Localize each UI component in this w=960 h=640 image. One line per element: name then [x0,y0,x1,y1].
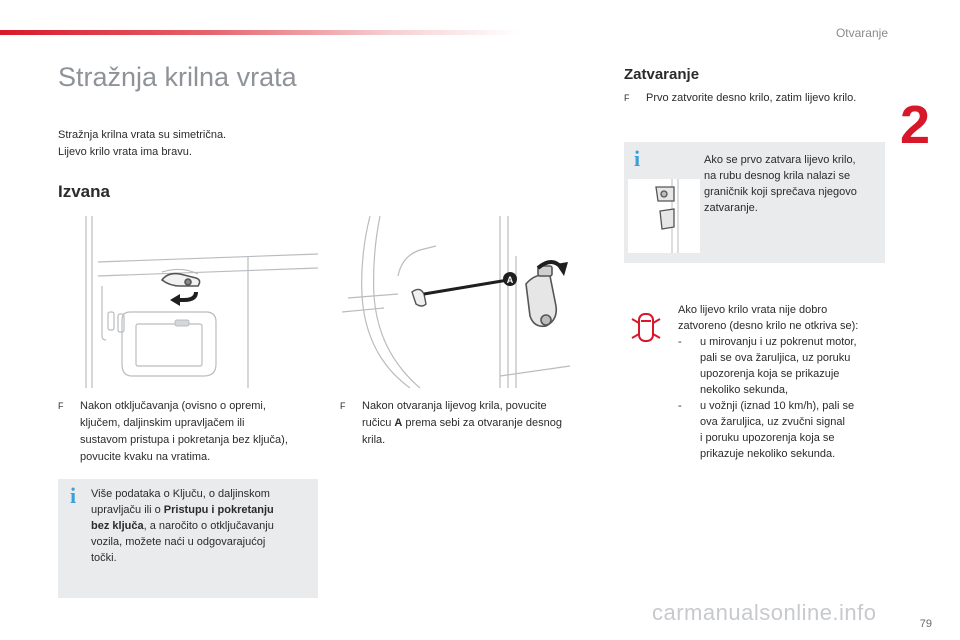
info-box-closing [624,142,885,263]
bullet-line: sustavom pristupa i pokretanja bez ključa), [80,434,288,446]
bullet-line: Prvo zatvorite desno krilo, zatim lijevo krilo. [646,92,857,104]
door-open-warning-icon [628,310,664,346]
bullet-closing [624,90,886,108]
page-number: 79 [919,618,932,630]
heading-outside: Izvana [58,182,110,201]
chapter-number: 2 [900,95,931,155]
info-icon: i [70,483,77,508]
watermark: carmanualsonline.info [652,600,877,625]
warning-item: - u vožnji (iznad 10 km/h), pali se ova žaruljica, uz zvučni signal i poruku upozorenja koja se prikazuje nekoliko sekunda. [678,400,855,460]
section-label: Otvaranje [835,26,888,40]
door-handle-illustration [58,216,318,388]
svg-text:A: A [506,275,514,285]
info-line: Više podataka o Ključu, o daljinskom [91,488,270,500]
bullet-mark: F [624,93,630,103]
info-line: na rubu desnog krila nalazi se [704,170,851,182]
warning-line: zatvoreno (desno krilo ne otkriva se): [678,320,859,332]
bullet-open-handle [58,398,318,468]
info-line: graničnik koji sprečava njegovo [704,186,857,198]
info-line: vozila, možete naći u odgovarajućoj [91,536,266,548]
bullet-mark: F [340,401,346,411]
warning-line: Ako lijevo krilo vrata nije dobro [678,304,828,316]
intro-line: Stražnja krilna vrata su simetrična. [58,129,227,141]
warning-item: - u mirovanju i uz pokrenut motor, pali se ova žaruljica, uz poruku upozorenja koja se prikazuje nekoliko sekunda, [678,336,857,396]
info-line: upravljaču ili o Pristupu i pokretanju [91,504,274,516]
warning-text [678,302,858,462]
heading-closing: Zatvaranje [624,66,700,83]
bullet-line-2: ručicu A prema sebi za otvaranje desnog [362,417,562,429]
info-line: bez ključa, a naročito o otključavanju [91,520,274,532]
page-title: Stražnja krilna vrata [58,62,297,92]
lever-a-illustration [340,216,602,388]
bullet-line: Nakon otključavanja (ovisno o opremi, [80,400,266,412]
bullet-mark: F [58,401,64,411]
door-stop-illustration [628,179,700,253]
bullet-lever-a [340,398,602,450]
info-box-key [58,479,318,598]
info-line: Ako se prvo zatvara lijevo krilo, [704,154,856,166]
bullet-line: Nakon otvaranja lijevog krila, povucite [362,400,547,412]
bullet-line: krila. [362,434,386,446]
info-line: zatvaranje. [704,202,758,214]
intro-text [58,127,226,161]
info-icon: i [634,146,641,171]
info-line: točki. [91,552,117,564]
bullet-line: povucite kvaku na vratima. [80,451,211,463]
bullet-line: ključem, daljinskim upravljačem ili [80,417,245,429]
intro-line: Lijevo krilo vrata ima bravu. [58,146,192,158]
header-accent-bar [0,30,520,35]
